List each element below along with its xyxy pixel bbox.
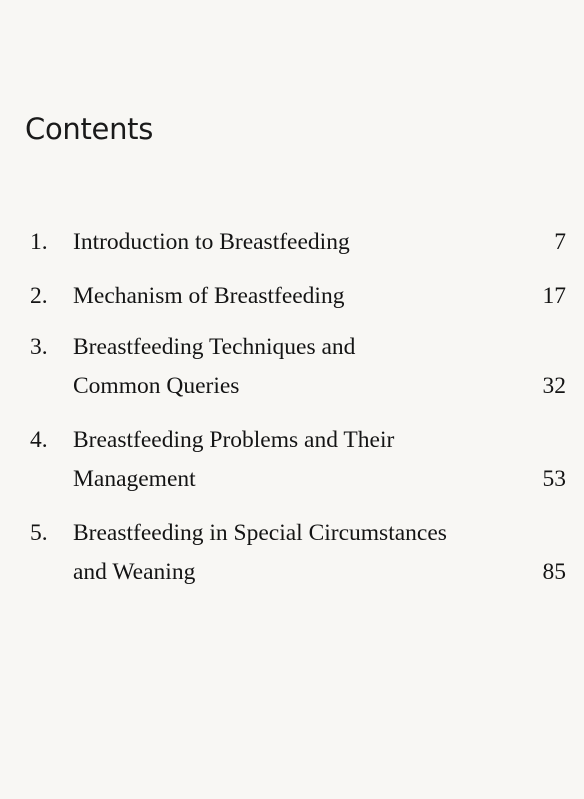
toc-entry-2[interactable] — [0, 279, 584, 313]
toc-entry-3-continued[interactable] — [0, 369, 584, 403]
toc-entry-3[interactable] — [0, 330, 584, 364]
toc-entry-4[interactable] — [0, 423, 584, 457]
entry-title: Breastfeeding Techniques and — [73, 334, 356, 360]
entry-number: 3. — [30, 334, 48, 360]
entry-number: 1. — [30, 229, 48, 255]
entry-title: Introduction to Breastfeeding — [73, 229, 350, 255]
entry-title: Mechanism of Breastfeeding — [73, 283, 345, 309]
entry-number: 4. — [30, 427, 48, 453]
entry-page-number: 32 — [542, 373, 566, 399]
toc-entry-5-continued[interactable] — [0, 555, 584, 589]
entry-title: Breastfeeding in Special Circumstances — [73, 520, 447, 546]
entry-title-continued: and Weaning — [73, 559, 196, 585]
toc-entry-4-continued[interactable] — [0, 462, 584, 496]
entry-title-continued: Common Queries — [73, 373, 240, 399]
page-title: Contents — [25, 112, 154, 146]
entry-page-number: 7 — [554, 229, 566, 255]
toc-entry-1[interactable] — [0, 225, 584, 259]
entry-page-number: 53 — [542, 466, 566, 492]
entry-page-number: 17 — [542, 283, 566, 309]
entry-title-continued: Management — [73, 466, 196, 492]
toc-entry-5[interactable] — [0, 516, 584, 550]
entry-number: 5. — [30, 520, 48, 546]
entry-page-number: 85 — [542, 559, 566, 585]
entry-number: 2. — [30, 283, 48, 309]
entry-title: Breastfeeding Problems and Their — [73, 427, 395, 453]
